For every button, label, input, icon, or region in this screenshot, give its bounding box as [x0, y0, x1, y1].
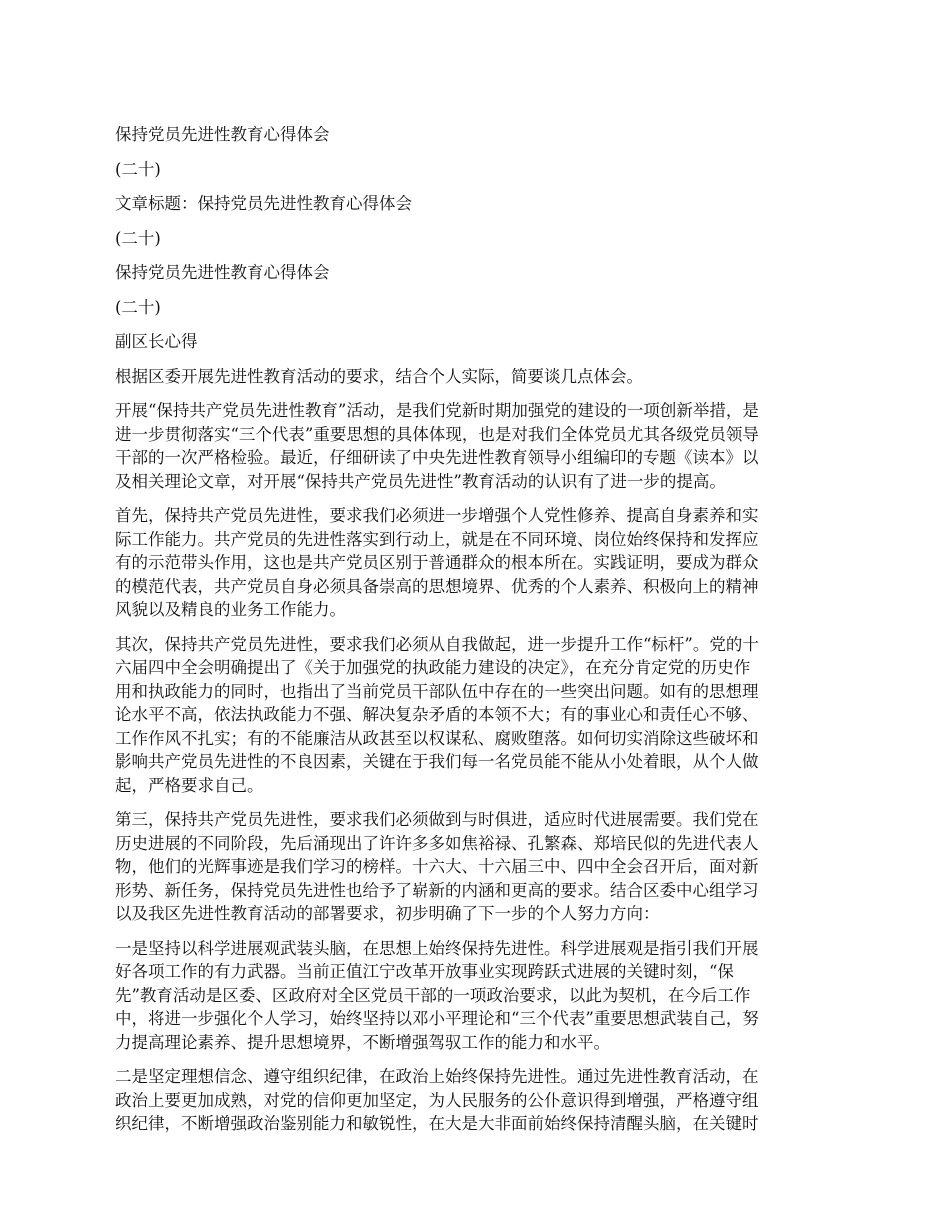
- paragraph-6: [115, 1065, 845, 1136]
- paragraph-line: 历史进展的不同阶段，先后涌现出了许许多多如焦裕禄、孔繁森、郑培民似的先进代表人: [115, 833, 759, 853]
- paragraph-line: 先”教育活动是区委、区政府对全区党员干部的一项政治要求，以此为契机，在今后工作: [115, 985, 751, 1005]
- paragraph-line: 起，严格要求自己。: [115, 775, 264, 795]
- doc-title: 保持党员先进性教育心得体会: [115, 125, 330, 144]
- paragraph-line: 影响共产党员先进性的不良因素，关键在于我们每一名党员能不能从小处着眼，从个人做: [115, 752, 759, 771]
- paragraph-line: 织纪律，不断增强政治鉴别能力和敏锐性，在大是大非面前始终保持清醒头脑，在关键时: [115, 1114, 759, 1133]
- intro-line: 根据区委开展先进性教育活动的要求，结合个人实际，简要谈几点体会。: [115, 366, 643, 386]
- paragraph-line: 二是坚定理想信念、遵守组织纪律，在政治上始终保持先进性。通过先进性教育活动，在: [115, 1067, 759, 1086]
- paragraph-line: 首先，保持共产党员先进性，要求我们必须进一步增强个人党性修养、提高自身素养和实: [115, 506, 759, 525]
- paragraph-line: 一是坚持以科学进展观武装头脑，在思想上始终保持先进性。科学进展观是指引我们开展: [115, 938, 759, 958]
- author-role: 副区长心得: [115, 332, 198, 351]
- paragraph-line: 物，他们的光辉事迹是我们学习的榜样。十六大、十六届三中、四中全会召开后，面对新: [115, 857, 759, 876]
- doc-subtitle-number: (二十): [115, 228, 161, 248]
- paragraph-line: 进一步贯彻落实“三个代表”重要思想的具体体现，也是对我们全体党员尤其各级党员领导: [115, 424, 759, 444]
- paragraph-2: [115, 504, 845, 622]
- paragraph-line: 力提高理论素养、提升思想境界，不断增强驾驭工作的能力和水平。: [115, 1032, 610, 1052]
- paragraph-line: 以及我区先进性教育活动的部署要求，初步明确了下一步的个人努力方向：: [115, 904, 660, 923]
- paragraph-5: [115, 937, 845, 1055]
- doc-subtitle-number: (二十): [115, 159, 161, 179]
- paragraph-line: 的模范代表，共产党员自身必须具备崇高的思想境界、优秀的个人素养、积极向上的精神: [115, 576, 759, 596]
- paragraph-line: 有的示范带头作用，这也是共产党员区别于普通群众的根本所在。实践证明，要成为群众: [115, 553, 759, 572]
- paragraph-line: 政治上要更加成熟，对党的信仰更加坚定，为人民服务的公仆意识得到增强，严格遵守组: [115, 1090, 759, 1110]
- paragraph-line: 形势、新任务，保持党员先进性也给予了崭新的内涵和更高的要求。结合区委中心组学习: [115, 880, 759, 900]
- paragraph-line: 用和执政能力的同时，也指出了当前党员干部队伍中存在的一些突出问题。如有的思想理: [115, 681, 759, 701]
- paragraph-line: 及相关理论文章，对开展“保持共产党员先进性”教育活动的认识有了进一步的提高。: [115, 471, 726, 491]
- paragraph-line: 际工作能力。共产党员的先进性落实到行动上，就是在不同环境、岗位始终保持和发挥应: [115, 529, 759, 549]
- document-page: [115, 123, 845, 1147]
- paragraph-1: [115, 399, 845, 493]
- paragraph-line: 开展“保持共产党员先进性教育”活动，是我们党新时期加强党的建设的一项创新举措，是: [115, 401, 759, 420]
- paragraph-3: [115, 633, 845, 798]
- paragraph-line: 论水平不高，依法执政能力不强、解决复杂矛盾的本领不大；有的事业心和责任心不够、: [115, 705, 759, 724]
- paragraph-line: 中，将进一步强化个人学习，始终坚持以邓小平理论和“三个代表”重要思想武装自己，努: [115, 1009, 759, 1028]
- doc-subtitle-number: (二十): [115, 297, 161, 317]
- paragraph-line: 好各项工作的有力武器。当前正值江宁改革开放事业实现跨跃式进展的关键时刻，“保: [115, 962, 734, 981]
- paragraph-line: 其次，保持共产党员先进性，要求我们必须从自我做起，进一步提升工作“标杆”。党的十: [115, 634, 759, 654]
- doc-title-repeat: 保持党员先进性教育心得体会: [115, 263, 330, 282]
- paragraph-line: 六届四中全会明确提出了《关于加强党的执政能力建设的决定》，在充分肯定党的历史作: [115, 658, 751, 677]
- paragraph-line: 第三，保持共产党员先进性，要求我们必须做到与时俱进，适应时代进展需要。我们党在: [115, 810, 759, 829]
- article-title-line: 文章标题：保持党员先进性教育心得体会: [115, 194, 412, 213]
- paragraph-4: [115, 808, 845, 926]
- paragraph-line: 工作作风不扎实；有的不能廉洁从政甚至以权谋私、腐败堕落。如何切实消除这些破坏和: [115, 728, 759, 748]
- paragraph-line: 风貌以及精良的业务工作能力。: [115, 600, 346, 619]
- paragraph-line: 干部的一次严格检验。最近，仔细研读了中央先进性教育领导小组编印的专题《读本》以: [115, 448, 759, 467]
